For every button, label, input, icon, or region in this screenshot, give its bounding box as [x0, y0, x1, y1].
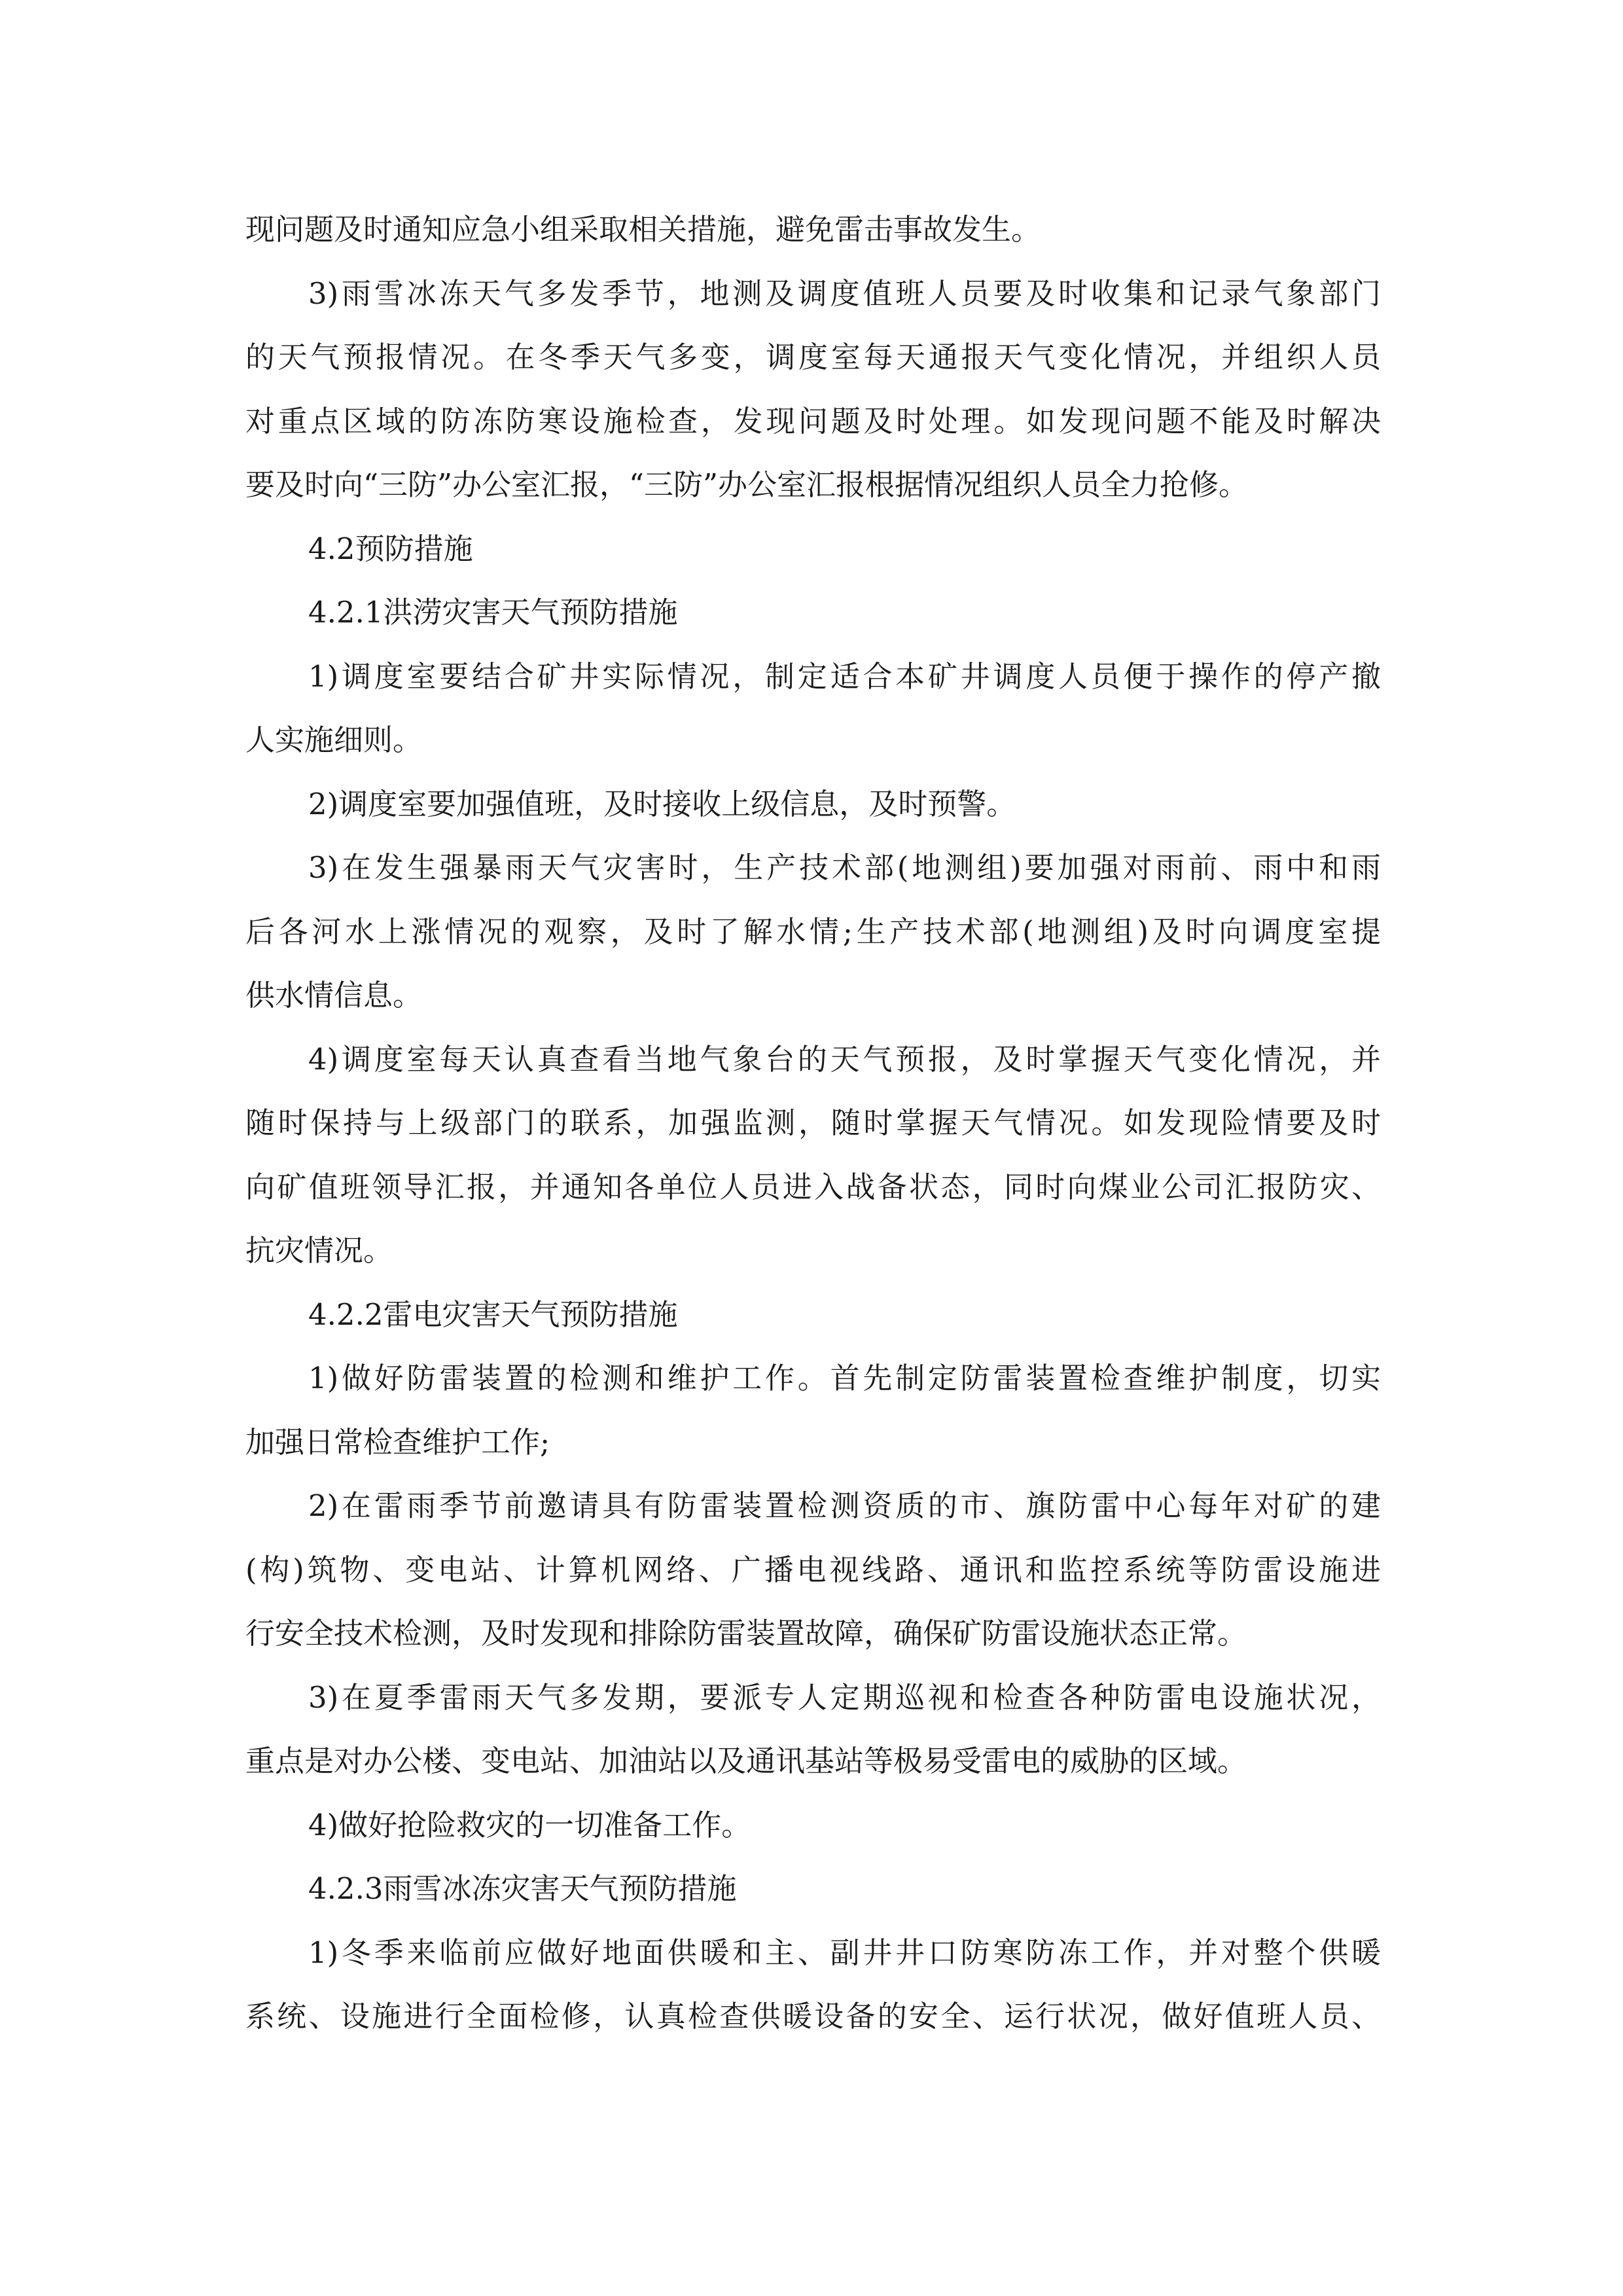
text-line: 现问题及时通知应急小组采取相关措施，避免雷击事故发生。 — [245, 212, 1041, 247]
text-line: 重点是对办公楼、变电站、加油站以及通讯基站等极易受雷电的威胁的区域。 — [245, 1744, 1247, 1778]
text-line: 2)调度室要加强值班，及时接收上级信息，及时预警。 — [308, 786, 1016, 821]
text-line: 抗灾情况。 — [245, 1233, 393, 1268]
text-line: 4.2.3雨雪冰冻灾害天气预防措施 — [308, 1871, 737, 1906]
document-body — [245, 198, 1381, 2049]
text-line: 4.2.2雷电灾害天气预防措施 — [308, 1297, 678, 1332]
text-line: 后各河水上涨情况的观察，及时了解水情;生产技术部(地测组)及时向调度室提 — [245, 914, 1381, 949]
text-line: 1)冬季来临前应做好地面供暖和主、副井井口防寒防冻工作，并对整个供暖 — [308, 1935, 1381, 1970]
text-line: 3)在夏季雷雨天气多发期，要派专人定期巡视和检查各种防雷电设施状况， — [308, 1679, 1381, 1715]
text-line: 4)做好抢险救灾的一切准备工作。 — [308, 1807, 751, 1842]
text-line: 向矿值班领导汇报，并通知各单位人员进入战备状态，同时向煤业公司汇报防灾、 — [245, 1169, 1381, 1204]
text-line: 行安全技术检测，及时发现和排除防雷装置故障，确保矿防雷设施状态正常。 — [245, 1616, 1247, 1651]
text-line: 4.2预防措施 — [308, 531, 473, 566]
text-line: 1)做好防雷装置的检测和维护工作。首先制定防雷装置检查维护制度，切实 — [308, 1361, 1381, 1395]
text-line: 对重点区域的防冻防寒设施检查，发现问题及时处理。如发现问题不能及时解决 — [245, 403, 1381, 439]
text-line: 4)调度室每天认真查看当地气象台的天气预报，及时掌握天气变化情况，并 — [308, 1041, 1381, 1077]
text-line: 人实施细则。 — [245, 723, 423, 757]
text-line: (构)筑物、变电站、计算机网络、广播电视线路、通讯和监控系统等防雷设施进 — [245, 1552, 1381, 1587]
text-line: 3)雨雪冰冻天气多发季节，地测及调度值班人员要及时收集和记录气象部门 — [308, 276, 1381, 311]
text-line: 加强日常检查维护工作; — [245, 1424, 550, 1460]
text-line: 的天气预报情况。在冬季天气多变，调度室每天通报天气变化情况，并组织人员 — [245, 340, 1381, 374]
text-line: 2)在雷雨季节前邀请具有防雷装置检测资质的市、旗防雷中心每年对矿的建 — [308, 1488, 1381, 1523]
text-line: 供水情信息。 — [245, 978, 423, 1013]
text-line: 4.2.1洪涝灾害天气预防措施 — [308, 595, 678, 630]
text-line: 要及时向“三防”办公室汇报，“三防”办公室汇报根据情况组织人员全力抢修。 — [245, 467, 1249, 502]
text-line: 系统、设施进行全面检修，认真检查供暖设备的安全、运行状况，做好值班人员、 — [245, 1999, 1381, 2034]
text-line: 1)调度室要结合矿井实际情况，制定适合本矿井调度人员便于操作的停产撤 — [308, 658, 1381, 694]
text-line: 3)在发生强暴雨天气灾害时，生产技术部(地测组)要加强对雨前、雨中和雨 — [308, 850, 1381, 885]
text-line: 随时保持与上级部门的联系，加强监测，随时掌握天气情况。如发现险情要及时 — [245, 1105, 1381, 1140]
